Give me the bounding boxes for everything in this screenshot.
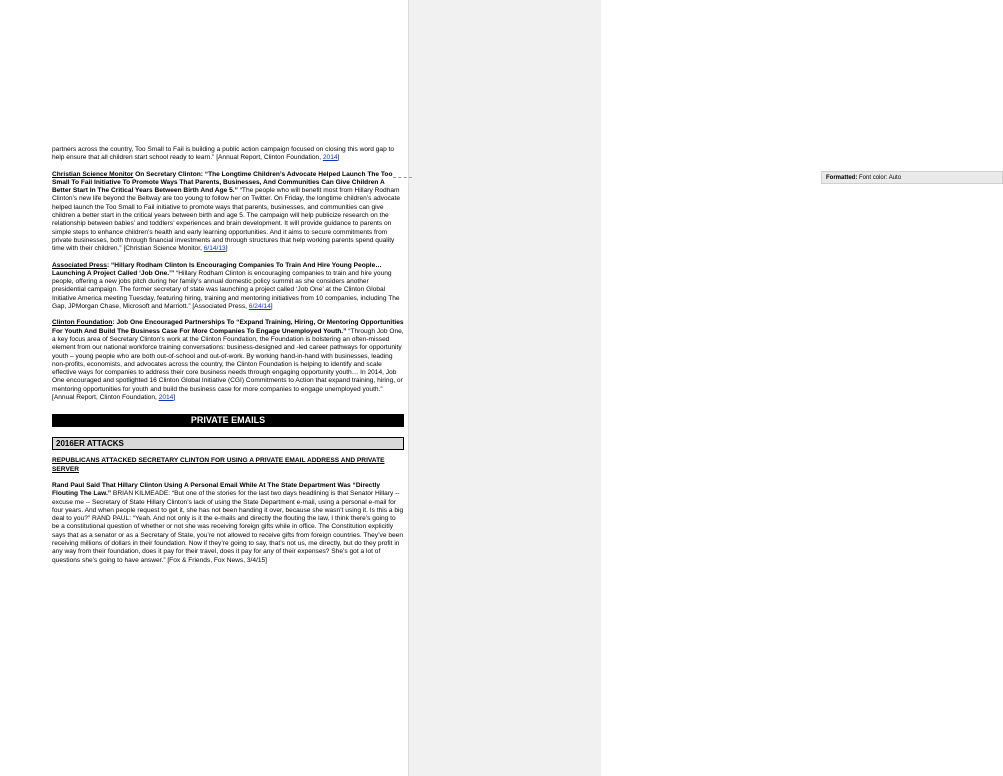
formatting-comment[interactable] bbox=[821, 171, 1003, 184]
source-name: Christian Science Monitor bbox=[52, 170, 134, 178]
paragraph-ap bbox=[52, 262, 404, 312]
paragraph-too-small-to-fail bbox=[52, 146, 404, 163]
paragraph-clinton-foundation bbox=[52, 319, 404, 402]
section-banner: PRIVATE EMAILS bbox=[52, 414, 404, 427]
paragraph-body: “Through Job One, a key focus area of Secretary Clinton’s work at the Clinton Foundation, the Foundation is bolstering an often-missed element from our national workforce training conversations: business-designed and -led career pathways for opportunity youth – young people who are both out-of-school and out-of-work. By working hand-in-hand with businesses, leading non-profits, economists, and advocates across the country, the Clinton Foundation is helping to identify and scale effective ways for companies to address their core business needs through engaging opportunity youth… In 2014, Job One encouraged and spotlighted 16 Clinton Global Initiative (CGI) Commitments to Action that expand training, hiring, or mentoring opportunities for youth and build the business case for more companies to engage unemployed youth.” [Annual Report, Clinton Foundation, bbox=[52, 327, 404, 402]
subsection-heading: REPUBLICANS ATTACKED SECRETARY CLINTON FOR USING A PRIVATE EMAIL ADDRESS AND PRIVATE SERVER bbox=[52, 457, 385, 473]
citation-link[interactable]: 6/14/13 bbox=[203, 245, 226, 253]
paragraph-rand-paul bbox=[52, 482, 404, 565]
paragraph-text: partners across the country, Too Small to Fail is building a public action campaign focused on closing this word gap to help ensure that all children start school ready to learn.” [Annual Report, Clinton Foundation, bbox=[52, 146, 395, 162]
comment-sidebar bbox=[408, 0, 902, 776]
source-name: Clinton Foundation bbox=[52, 319, 113, 327]
paragraph-end: ] bbox=[337, 154, 340, 162]
paragraph-end: ] bbox=[270, 303, 273, 311]
comment-label: Formatted: bbox=[826, 175, 858, 181]
paragraph-end: ] bbox=[225, 245, 228, 253]
source-name: Associated Press bbox=[52, 261, 107, 269]
section-heading: 2016ER ATTACKS bbox=[52, 437, 404, 450]
paragraph-csm bbox=[52, 171, 404, 254]
citation-link[interactable]: 2014 bbox=[322, 154, 338, 162]
headline: : Job One Encouraged Partnerships To “Expand Training, Hiring, Or Mentoring Opportunities For Youth And Build The Business Case For More Companies To Engage Unemployed Youth.” bbox=[52, 319, 404, 335]
citation-link[interactable]: 6/24/14 bbox=[248, 303, 271, 311]
paragraph-body: BRIAN KILMEADE: “But one of the stories for the last two days headlining is that Senator Hillary -- excuse me -- Secretary of State Hillary Clinton’s lack of using the State Department e-mail, using a personal e-mail for four years. And when people request to get it, she has not been handing it over, because she wasn’t using it. Is this a big deal to you?” RAND PAUL: “Yeah. And not only is it the e-mails and directly the flouting the law, I think there’s going to be a constitutional question of whether or not she was receiving foreign gifts while in office. The Constitution explicitly says that as a senator or as a Secretary of State, you’re not allowed to receive gifts from foreign countries. They’ve been receiving millions of dollars in their foundation. Now if they’re going to say, that’s not us, me directly, but do they profit in any way from their foundation, does it pay for their travel, does it pay for any of their expenses? She’s got a lot of questions she’s going to have answer.” [Fox & Friends, Fox News, 3/4/15] bbox=[52, 490, 404, 564]
paragraph-end: ] bbox=[173, 394, 176, 402]
paragraph-body: “The people who will benefit most from Hillary Rodham Clinton’s new life beyond the Beltway are too young to follow her on Twitter. On Friday, the longtime children’s advocate helped launch the Too Small to Fail initiative to promote ways that parents, businesses, and communities can give children a better start in the critical years between birth and age 5. The campaign will help publicize research on the relationship between babies’ and toddlers’ experiences and brain development. It will provide guidance to parents on simple steps to enhance children’s health and early learning opportunities. And it aims to secure commitments from private businesses, both through financial investments and through structures that help working parents spend quality time with their children.” [Christian Science Monitor, bbox=[52, 187, 401, 253]
headline: On Secretary Clinton: “The Longtime Children’s Advocate Helped Launch The Too Small To Fail Initiative To Promote Ways That Parents, Businesses, And Communities Can Give Children A Better Start In The Critical Years Between Birth And Age 5.” bbox=[52, 170, 393, 195]
headline: : “Hillary Rodham Clinton Is Encouraging Companies To Train And Hire Young People…Launching A Project Called ‘Job One.’” bbox=[52, 261, 382, 277]
paragraph-body: “Hillary Rodham Clinton is encouraging companies to train and hire young people, offering a new jobs pitch during her family’s annual domestic policy summit as she considers another presidential campaign. The former secretary of state was launching a project called ‘Job One’ at the Clinton Global Initiative America meeting Tuesday, featuring hiring, training and mentoring initiatives from 10 companies, including The Gap, JPMorgan Chase, Microsoft and Marriott.” [Associated Press, bbox=[52, 269, 400, 311]
comment-text: Font color: Auto bbox=[859, 175, 902, 181]
citation-link[interactable]: 2014 bbox=[158, 394, 174, 402]
document-body bbox=[52, 146, 404, 573]
headline: Rand Paul Said That Hillary Clinton Using A Personal Email While At The State Department Was “Directly Flouting The Law.” bbox=[52, 481, 381, 498]
